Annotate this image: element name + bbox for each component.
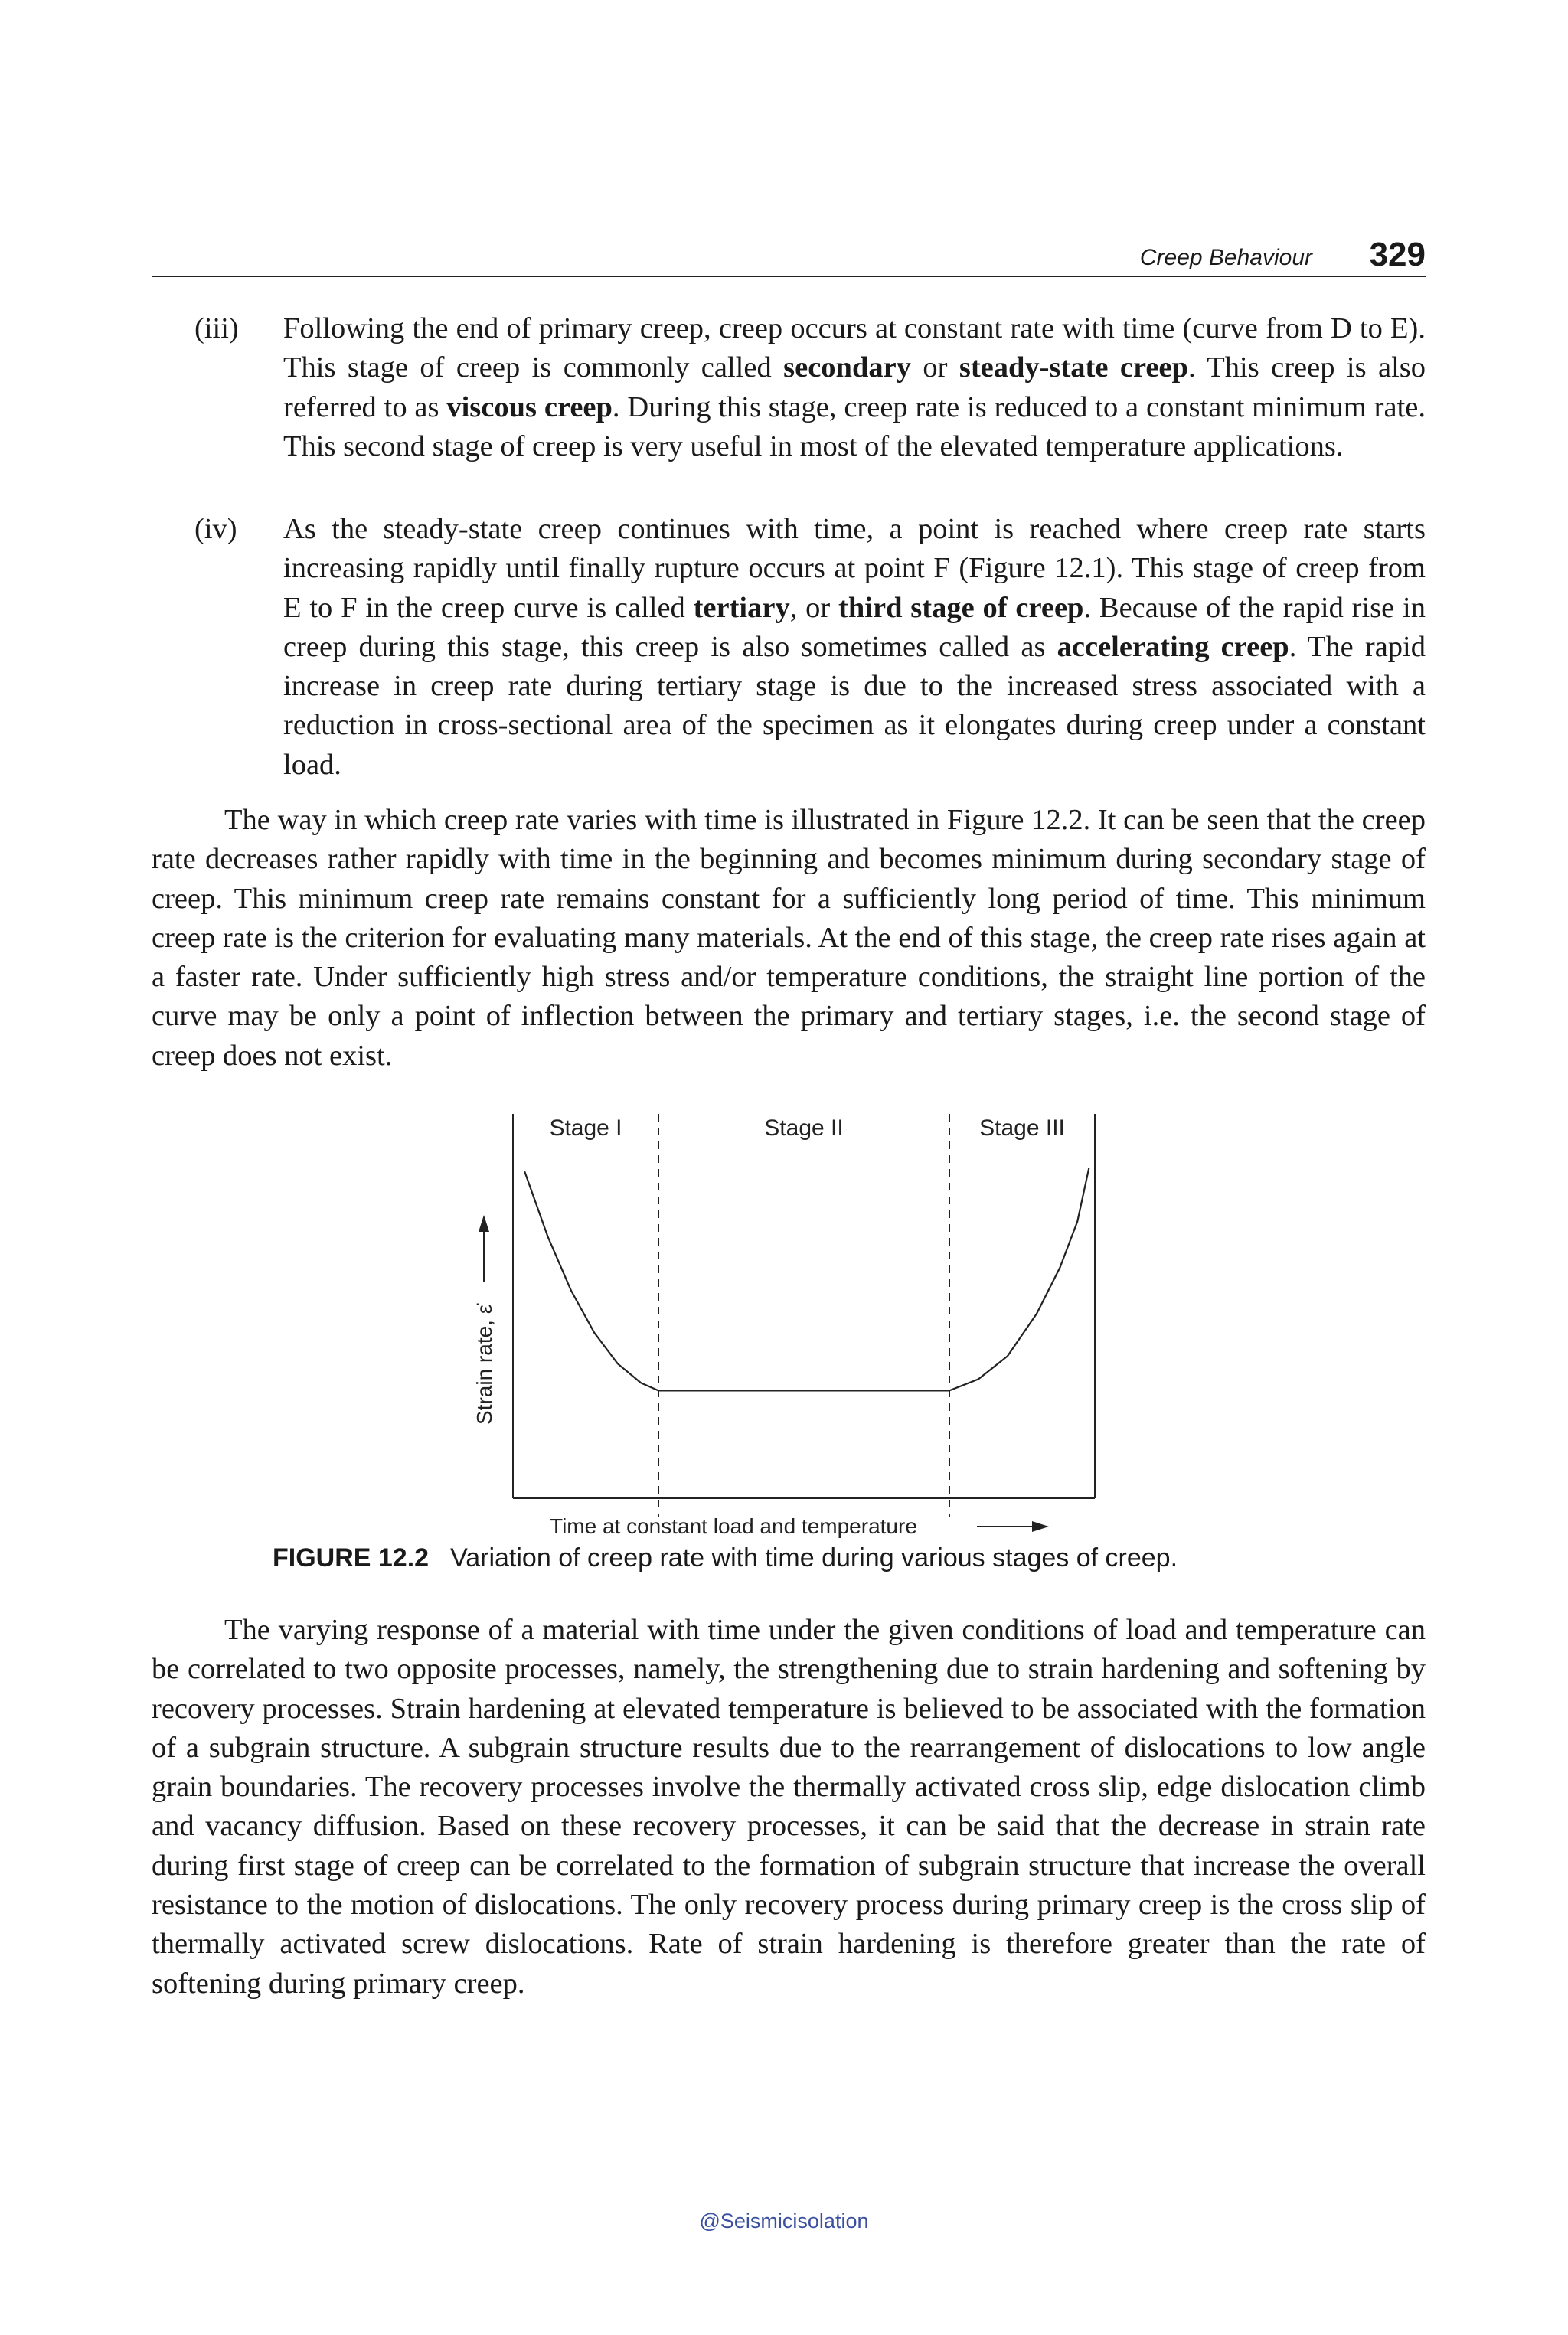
body-paragraph-1: The way in which creep rate varies with time is illustrated in Figure 12.2. It can be seen that the creep rate decreases rather rapidly with time in the beginning and becomes minimum during secondary stage of creep. This minimum creep rate remains constant for a sufficiently long period of time. This minimum creep rate is the criterion for evaluating many materials. At the end of this stage, the creep rate rises again at a faster rate. Under sufficiently high stress and/or temperature conditions, the straight line portion of the curve may be only a point of inflection between the primary and tertiary stages, i.e. the second stage of creep does not exist.: [152, 804, 1426, 1072]
body-paragraph-2: The varying response of a material with time under the given conditions of load and temperature can be correlated to two opposite processes, namely, the strengthening due to strain hardening and softening by recovery processes. Strain hardening at elevated temperature is believed to be associated with the formation of a subgrain structure. A subgrain structure results due to the rearrangement of dislocations to low angle grain boundaries. The recovery processes involve the thermally activated cross slip, edge dislocation climb and vacancy diffusion. Based on these recovery processes, it can be said that the decrease in strain rate during first stage of creep can be correlated to the formation of subgrain structure that increase the overall resistance to the motion of dislocations. The only recovery process during primary creep is the cross slip of thermally activated screw dislocations. Rate of strain hardening is therefore greater than the rate of softening during primary creep.: [152, 1614, 1426, 2000]
creep-rate-curve-1: [524, 1168, 1089, 1390]
x-axis-arrow-head: [1032, 1521, 1049, 1532]
figure-label: FIGURE 12.2: [273, 1543, 430, 1572]
list-marker: (iii): [194, 312, 239, 345]
figure-12-2: [413, 1114, 1118, 1543]
bold-term-accelerating-creep: accelerating creep: [1057, 630, 1289, 663]
x-axis-label: Time at constant load and temperature: [550, 1514, 917, 1538]
text-run: . During this stage, creep rate is reduced to a constant minimum rate. This second stage of creep is very useful in most of the elevated temperature applications.: [283, 390, 1426, 462]
stage-label-1: Stage I: [549, 1115, 622, 1141]
page-number: 329: [1369, 236, 1426, 273]
text-run: or: [910, 351, 959, 384]
page-header: [152, 227, 1426, 277]
stage-label-2: Stage II: [764, 1115, 844, 1141]
bold-term-tertiary: tertiary: [693, 591, 790, 624]
bold-term-third-stage: third stage of creep: [838, 591, 1084, 624]
text-run: Following the end of primary creep, creep occurs at constant rate with time (curve from D to E). This stage of creep is commonly called: [283, 312, 1426, 384]
y-axis-arrow-head: [479, 1215, 489, 1232]
bold-term-steady-state-creep: steady-state creep: [959, 351, 1188, 384]
bold-term-viscous-creep: viscous creep: [446, 390, 612, 423]
list-item-text: [283, 510, 1426, 785]
text-run: As the steady-state creep continues with time, a point is reached where creep rate starts increasing rapidly until finally rupture occurs at point F (Figure 12.1). This stage of creep from E to F in the creep curve is called: [283, 513, 1426, 624]
figure-caption-text: Variation of creep rate with time during various stages of creep.: [450, 1543, 1178, 1572]
figure-caption: [273, 1543, 1178, 1573]
y-axis-label: Strain rate, ε̇: [472, 1304, 496, 1425]
list-item-iii: [152, 309, 1426, 466]
watermark: @Seismicisolation: [699, 2209, 869, 2232]
list-item-text: [283, 309, 1426, 466]
running-title: Creep Behaviour: [1139, 245, 1312, 270]
list-item-iv: [152, 510, 1426, 785]
text-run: . This creep is also referred to as: [283, 351, 1426, 423]
list-marker: (iv): [194, 513, 237, 545]
text-run: . Because of the rapid rise in creep during this stage, this creep is also sometimes called as: [283, 591, 1426, 663]
text-run: . The rapid increase in creep rate during tertiary stage is due to the increased stress associated with a reduction in cross-sectional area of the specimen as it elongates during creep under a constant load.: [283, 630, 1426, 781]
creep-rate-chart: [413, 1114, 1118, 1543]
stage-label-3: Stage III: [979, 1115, 1065, 1141]
bold-term-secondary: secondary: [783, 351, 911, 384]
text-run: , or: [789, 591, 839, 624]
